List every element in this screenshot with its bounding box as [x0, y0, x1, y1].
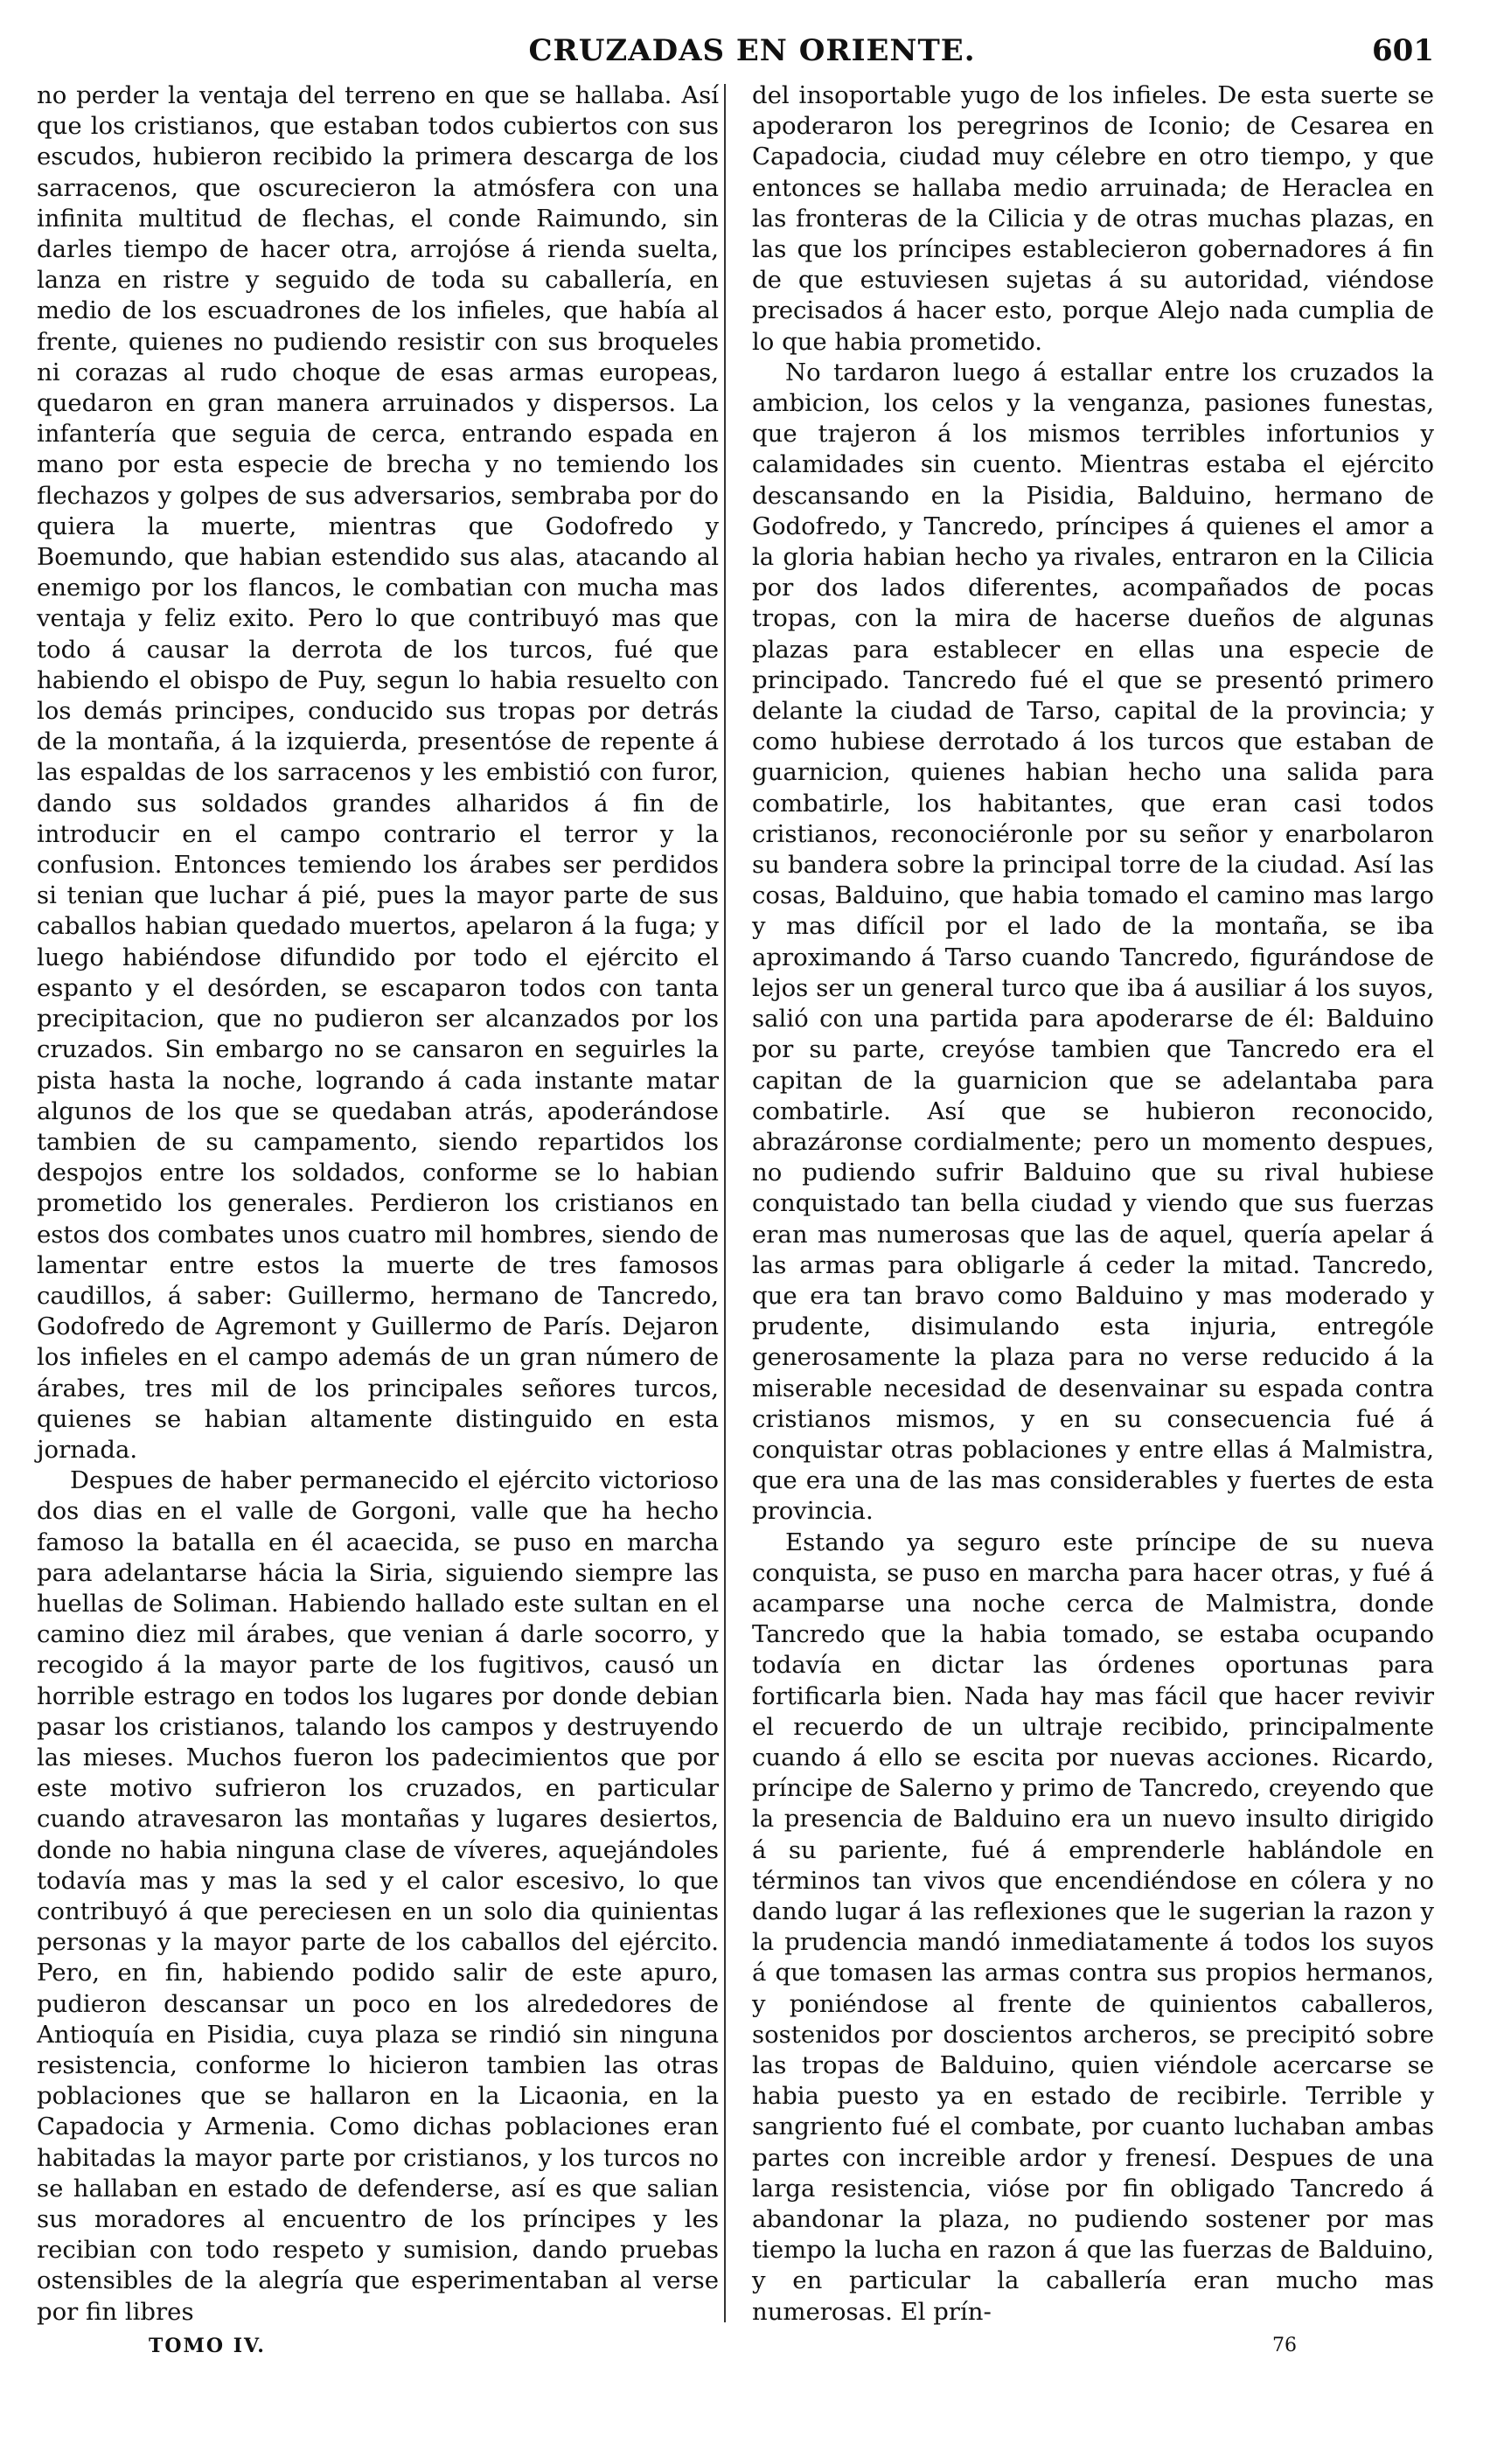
right-column — [752, 80, 1434, 2328]
volume-label: TOMO IV. — [149, 2335, 266, 2357]
page-header — [0, 33, 1504, 77]
page-number: 601 — [1372, 33, 1434, 68]
right-paragraph-1: del insoportable yugo de los infieles. De esta suerte se apoderaron los peregrinos de Iconio; de Cesarea en Capadocia, ciudad muy célebre en otro tiempo, y que entonces se hallaba medio arruinada; de Heraclea en las fronteras de la Cilicia y de otras muchas plazas, en las que los príncipes establecieron gobernadores á fin de que estuviesen sujetas á su autoridad, viéndose precisados á hacer esto, porque Alejo nada cumplia de lo que habia prometido. — [752, 81, 1434, 356]
column-divider — [724, 84, 726, 2322]
right-paragraph-2: No tardaron luego á estallar entre los cruzados la ambicion, los celos y la venganza, pasiones funestas, que trajeron á los mismos terribles infortunios y calamidades sin cuento. Mientras estaba el ejército descansando en la Pisidia, Balduino, hermano de Godofredo, y Tancredo, príncipes á quienes el amor a la gloria habian hecho ya rivales, entraron en la Cilicia por dos lados diferentes, acompañados de pocas tropas, con la mira de hacerse dueños de algunas plazas para establecer en ellas una especie de principado. Tancredo fué el que se presentó primero delante la ciudad de Tarso, capital de la provincia; y como hubiese derrotado á los turcos que estaban de guarnicion, quienes habian hecho una salida para combatirle, los habitantes, que eran casi todos cristianos, reconociéronle por su señor y enarbolaron su bandera sobre la principal torre de la ciudad. Así las cosas, Balduino, que habia tomado el camino mas largo y mas difícil por el lado de la montaña, se iba aproximando á Tarso cuando Tancredo, figurándose de lejos ser un general turco que iba á ausiliar á los suyos, salió con una partida para apoderarse de él: Balduino por su parte, creyóse tambien que Tancredo era el capitan de la guarnicion que se adelantaba para combatirle. Así que se hubieron reconocido, abrazáronse cordialmente; pero un momento despues, no pudiendo sufrir Balduino que su rival hubiese conquistado tan bella ciudad y viendo que sus fuerzas eran mas numerosas que las de aquel, quería apelar á las armas para obligarle á ceder la mitad. Tancredo, que era tan bravo como Balduino y mas moderado y prudente, disimulando esta injuria, entrególe generosamente la plaza para no verse reducido á la miserable necesidad de desenvainar su espada contra cristianos mismos, y en su consecuencia fué á conquistar otras poblaciones y entre ellas á Malmistra, que era una de las mas considerables y fuertes de esta provincia. — [752, 358, 1434, 1526]
left-paragraph-1: no perder la ventaja del terreno en que se hallaba. Así que los cristianos, que estaban todos cubiertos con sus escudos, hubieron recibido la primera descarga de los sarracenos, que oscurecieron la atmósfera con una infinita multitud de flechas, el conde Raimundo, sin darles tiempo de hacer otra, arrojóse á rienda suelta, lanza en ristre y seguido de toda su caballería, en medio de los escuadrones de los infieles, que había al frente, quienes no pudiendo resistir con sus broqueles ni corazas al rudo choque de esas armas europeas, quedaron en gran manera arruinados y dispersos. La infantería que seguia de cerca, entrando espada en mano por esta especie de brecha y no temiendo los flechazos y golpes de sus adversarios, sembraba por do quiera la muerte, mientras que Godofredo y Boemundo, que habian estendido sus alas, atacando al enemigo por los flancos, le combatian con mucha mas ventaja y feliz exito. Pero lo que contribuyó mas que todo á causar la derrota de los turcos, fué que habiendo el obispo de Puy, segun lo habia resuelto con los demás principes, conducido sus tropas por detrás de la montaña, á la izquierda, presentóse de repente á las espaldas de los sarracenos y les embistió con furor, dando sus soldados grandes alharidos á fin de introducir en el campo contrario el terror y la confusion. Entonces temiendo los árabes ser perdidos si tenian que luchar á pié, pues la mayor parte de sus caballos habian quedado muertos, apelaron á la fuga; y luego habiéndose difundido por todo el ejército el espanto y el desórden, se escaparon todos con tanta precipitacion, que no pudieron ser alcanzados por los cruzados. Sin embargo no se cansaron en seguirles la pista hasta la noche, logrando á cada instante matar algunos de los que se quedaban atrás, apoderándose tambien de su campamento, siendo repartidos los despojos entre los soldados, conforme se lo habian prometido los generales. Perdieron los cristianos en estos dos combates unos cuatro mil hombres, siendo de lamentar entre estos la muerte de tres famosos caudillos, á saber: Guillermo, hermano de Tancredo, Godofredo de Agremont y Guillermo de París. Dejaron los infieles en el campo además de un gran número de árabes, tres mil de los principales señores turcos, quienes se habian altamente distinguido en esta jornada. — [37, 81, 719, 1464]
running-title: CRUZADAS EN ORIENTE. — [528, 33, 976, 68]
left-column — [37, 80, 719, 2328]
signature-mark: 76 — [1272, 2335, 1297, 2356]
right-paragraph-3: Estando ya seguro este príncipe de su nueva conquista, se puso en marcha para hacer otras, y fué á acamparse una noche cerca de Malmistra, donde Tancredo que la habia tomado, se estaba ocupando todavía en dictar las órdenes oportunas para fortificarla bien. Nada hay mas fácil que hacer revivir el recuerdo de un ultraje recibido, principalmente cuando á ello se escita por nuevas acciones. Ricardo, príncipe de Salerno y primo de Tancredo, creyendo que la presencia de Balduino era un nuevo insulto dirigido á su pariente, fué á emprenderle hablándole en términos tan vivos que encendiéndose en cólera y no dando lugar á las reflexiones que le sugerian la razon y la prudencia mandó inmediatamente á todos los suyos á que tomasen las armas contra sus propios hermanos, y poniéndose al frente de quinientos caballeros, sostenidos por doscientos archeros, se precipitó sobre las tropas de Balduino, quien viéndole acercarse se habia puesto ya en estado de recibirle. Terrible y sangriento fué el combate, por cuanto luchaban ambas partes con increible ardor y frenesí. Despues de una larga resistencia, vióse por fin obligado Tancredo á abandonar la plaza, no pudiendo sostener por mas tiempo la lucha en razon á que las fuerzas de Balduino, y en particular la caballería eran mucho mas numerosas. El prín- — [752, 1528, 1434, 2326]
left-paragraph-2: Despues de haber permanecido el ejército victorioso dos dias en el valle de Gorgoni, valle que ha hecho famoso la batalla en él acaecida, se puso en marcha para adelantarse hácia la Siria, siguiendo siempre las huellas de Soliman. Habiendo hallado este sultan en el camino diez mil árabes, que venian á darle socorro, y recogido á la mayor parte de los fugitivos, causó un horrible estrago en todos los lugares por donde debian pasar los cristianos, talando los campos y destruyendo las mieses. Muchos fueron los padecimientos que por este motivo sufrieron los cruzados, en particular cuando atravesaron las montañas y lugares desiertos, donde no habia ninguna clase de víveres, aquejándoles todavía mas y mas la sed y el calor escesivo, lo que contribuyó á que pereciesen en un solo dia quinientas personas y la mayor parte de los caballos del ejército. Pero, en fin, habiendo podido salir de este apuro, pudieron descansar un poco en los alrededores de Antioquía en Pisidia, cuya plaza se rindió sin ninguna resistencia, conforme lo hicieron tambien las otras poblaciones que se hallaron en la Licaonia, en la Capadocia y Armenia. Como dichas poblaciones eran habitadas la mayor parte por cristianos, y los turcos no se hallaban en estado de defenderse, así es que salian sus moradores al encuentro de los príncipes y les recibian con todo respeto y sumision, dando pruebas ostensibles de la alegría que esperimentaban al verse por fin libres — [37, 1466, 719, 2326]
